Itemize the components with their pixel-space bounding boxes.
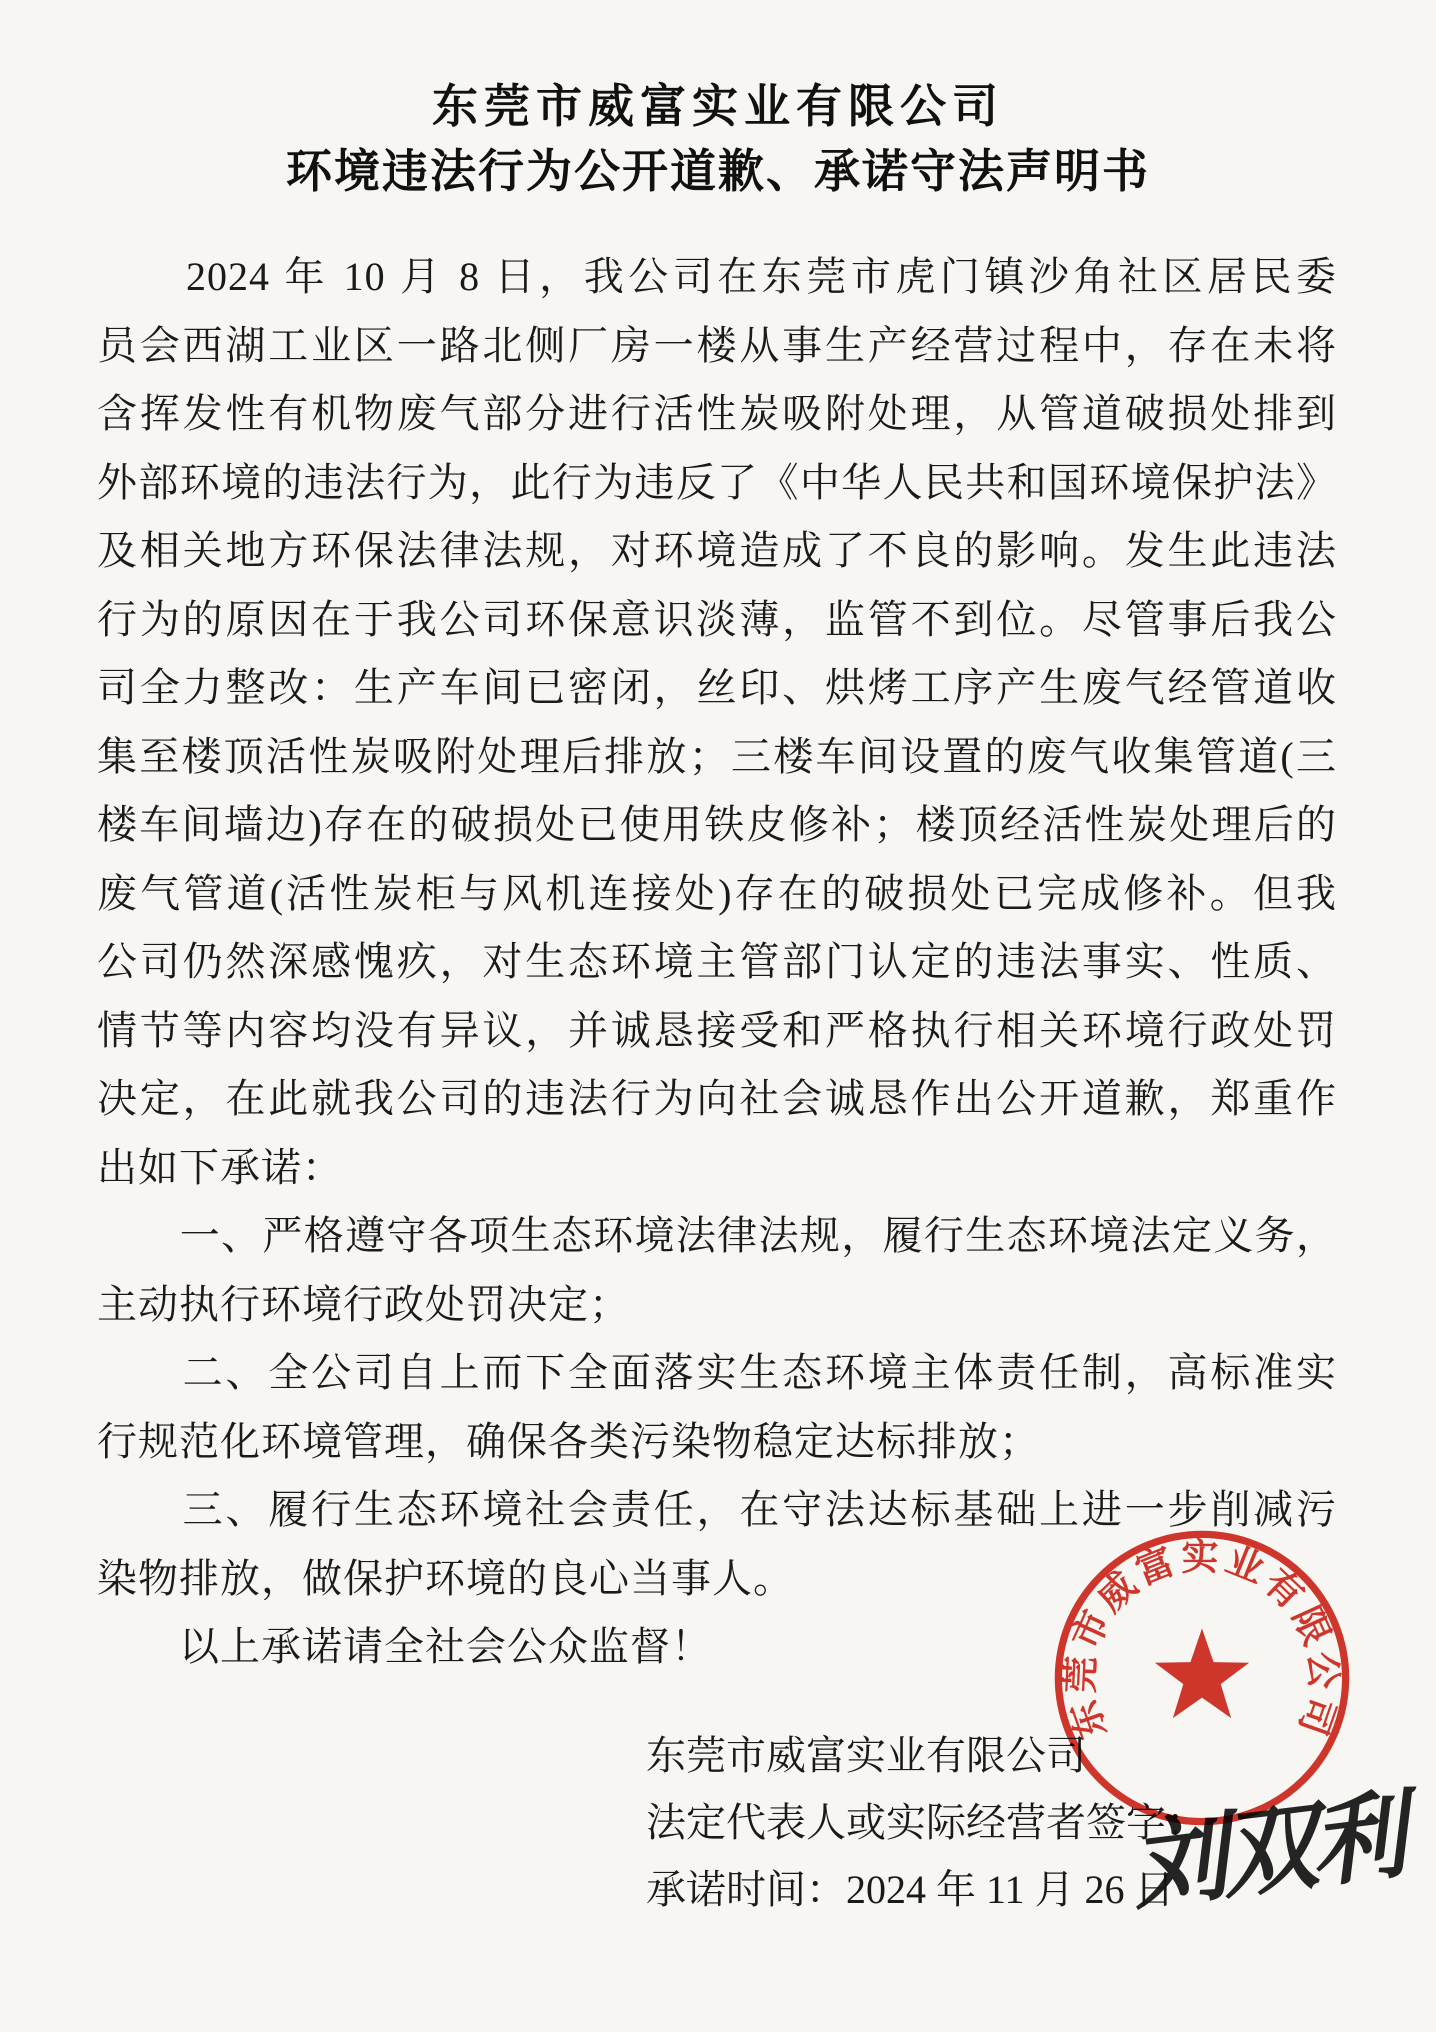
body-text-line: 染物排放，做保护环境的良心当事人。: [97, 1555, 794, 1601]
body-text-line: 三、履行生态环境社会责任，在守法达标基础上进一步削减污: [97, 1487, 1337, 1532]
body-text-line: 员会西湖工业区一路北侧厂房一楼从事生产经营过程中，存在未将: [97, 322, 1337, 368]
body-text-line: 集至楼顶活性炭吸附处理后排放；三楼车间设置的废气收集管道(三: [97, 733, 1337, 779]
body-text-line: 及相关地方环保法律法规，对环境造成了不良的影响。发生此违法: [97, 528, 1337, 573]
statement-body: [97, 243, 1337, 1682]
signoff-company: 东莞市威富实业有限公司: [646, 1733, 1086, 1778]
signoff-date: 承诺时间：2024 年 11 月 26 日: [646, 1867, 1175, 1912]
body-text-line: 以上承诺请全社会公众监督！: [97, 1624, 712, 1669]
signoff-block: [646, 1722, 1346, 1923]
body-text-line: 司全力整改：生产车间已密闭，丝印、烘烤工序产生废气经管道收: [97, 665, 1337, 710]
body-text-line: 废气管道(活性炭柜与风机连接处)存在的破损处已完成修补。但我: [97, 870, 1337, 916]
document-title: [0, 74, 1436, 204]
title-company-name: 东莞市威富实业有限公司: [432, 80, 1004, 132]
body-text-line: 2024 年 10 月 8 日，我公司在东莞市虎门镇沙角社区居民委: [97, 254, 1337, 299]
handwritten-signature: 刘双利: [1133, 1779, 1415, 1923]
body-text-line: 行为的原因在于我公司环保意识淡薄，监管不到位。尽管事后我公: [97, 596, 1337, 642]
body-text-line: 决定，在此就我公司的违法行为向社会诚恳作出公开道歉，郑重作: [97, 1076, 1337, 1121]
seal-arc-text: 东莞市威富实业有限公司: [1060, 1537, 1344, 1744]
body-text-line: 出如下承诺：: [97, 1144, 343, 1190]
title-statement-name: 环境违法行为公开道歉、承诺守法声明书: [286, 145, 1150, 197]
body-text-line: 外部环境的违法行为，此行为违反了《中华人民共和国环境保护法》: [97, 459, 1337, 505]
body-text-line: 二、全公司自上而下全面落实生态环境主体责任制，高标准实: [97, 1350, 1337, 1395]
body-text-line: 一、严格遵守各项生态环境法律法规，履行生态环境法定义务，: [97, 1213, 1337, 1258]
body-text-line: 含挥发性有机物废气部分进行活性炭吸附处理，从管道破损处排到: [97, 391, 1337, 436]
body-text-line: 主动执行环境行政处罚决定；: [97, 1281, 630, 1327]
body-text-line: 公司仍然深感愧疚，对生态环境主管部门认定的违法事实、性质、: [97, 939, 1337, 984]
body-text-line: 行规范化环境管理，确保各类污染物稳定达标排放；: [97, 1418, 1040, 1464]
body-text-line: 情节等内容均没有异议，并诚恳接受和严格执行相关环境行政处罚: [97, 1007, 1337, 1053]
signoff-signer-label: 法定代表人或实际经营者签字：: [646, 1800, 1206, 1845]
body-text-line: 楼车间墙边)存在的破损处已使用铁皮修补；楼顶经活性炭处理后的: [97, 802, 1337, 847]
